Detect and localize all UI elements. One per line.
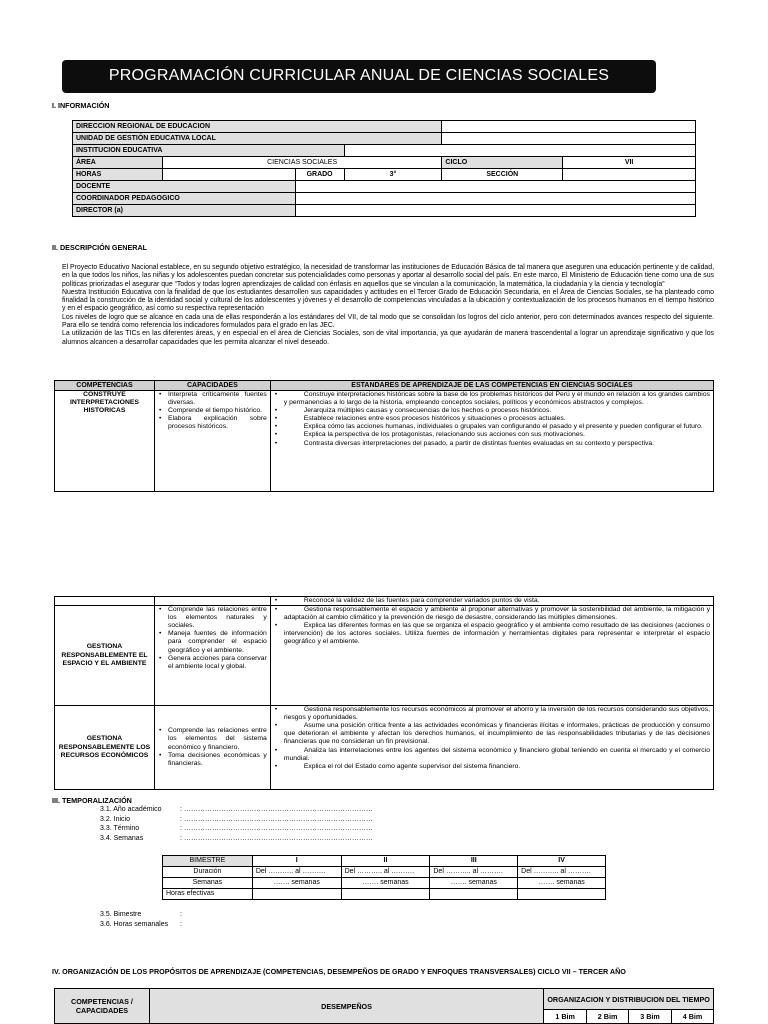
capacity-item: • Comprende las relaciones entre los elementos del sistema económico y financiero. — [158, 727, 267, 751]
capacity-item: • Elabora explicación sobre procesos históricos. — [158, 415, 267, 431]
capacity-item: • Interpreta críticamente fuentes diversas. — [158, 391, 267, 407]
seccion-value — [563, 169, 696, 181]
grado-value: 3° — [344, 169, 442, 181]
bim-header: III — [430, 856, 518, 867]
standards-cell — [270, 597, 713, 606]
director-value — [295, 205, 695, 217]
competency-name: CONSTRUYE INTERPRETACIONES HISTORICAS — [55, 391, 155, 492]
temp-value: : ……………………………………………………………………… — [180, 815, 373, 823]
standard-item: • Construye interpretaciones históricas sobre la base de los problemas históricos del Perú y el mundo en relación a los grandes cambios y permanencias a lo largo de la historia, empleando conceptos sociales, políticos y económicos abstractos y complejos. — [274, 391, 710, 407]
competency-name: GESTIONA RESPONSABLEMENTE LOS RECURSOS ECONÓMICOS — [55, 706, 155, 790]
standard-item: • Explica cómo las acciones humanas, individuales o grupales van configurando el pasado y el presente y pueden configurar el futuro. — [274, 423, 710, 431]
standard-item: • Gestiona responsablemente el espacio y ambiente al proponer alternativas y promover la sostenibilidad del ambiente, la mitigación y adaptación al cambio climático y la prevención de riesgo de desastre, considerando las múltiples dimensiones. — [274, 606, 710, 622]
seccion-label: SECCIÓN — [442, 169, 563, 181]
bim-cell — [430, 889, 518, 900]
area-label: ÁREA — [73, 157, 163, 169]
temp-value: : ……………………………………………………………………… — [180, 834, 373, 842]
competency-name-empty — [55, 597, 155, 606]
director-label: DIRECTOR (a) — [73, 205, 296, 217]
competencias-capacidades-header: COMPETENCIAS / CAPACIDADES — [55, 989, 150, 1024]
standard-item: • Explica la perspectiva de los protagonistas, relacionando sus acciones con sus motivaciones. — [274, 431, 710, 439]
temporalizacion-list — [100, 805, 420, 843]
bimestre-table — [162, 855, 606, 900]
section-temporalizacion-heading: III. TEMPORALIZACIÓN — [52, 796, 132, 805]
info-table — [72, 120, 696, 217]
bim-cell — [518, 889, 606, 900]
capacidades-header: CAPACIDADES — [154, 381, 270, 391]
standard-item: • Contrasta diversas interpretaciones del pasado, a partir de distintas fuentes evaluadas en su contexto y perspectiva. — [274, 440, 710, 448]
capacity-item: • Comprende el tiempo histórico. — [158, 407, 267, 415]
ciclo-label: CICLO — [442, 157, 563, 169]
bim-cell: Del ……….. al ………. — [341, 867, 430, 878]
temp-value: : ……………………………………………………………………… — [180, 825, 373, 833]
temp-label: 3.5. Bimestre — [100, 911, 142, 918]
section-organizacion-heading: IV. ORGANIZACIÓN DE LOS PROPÓSITOS DE APRENDIZAJE (COMPETENCIAS, DESEMPEÑOS DE GRADO Y ENFOQUES TRANSVERSALES) CICLO VII – TERCER AÑO — [52, 967, 626, 976]
capacities-cell-empty — [154, 597, 270, 606]
ie-label: INSTITUCION EDUCATIVA — [73, 145, 345, 157]
coordinador-value — [295, 193, 695, 205]
temporalizacion-extra — [100, 910, 300, 929]
section-description-heading: II. DESCRIPCIÓN GENERAL — [52, 243, 148, 252]
capacity-item: • Toma decisiones económicas y financieras. — [158, 752, 267, 768]
organizacion-table — [54, 988, 714, 1024]
bim-header: 1 Bim — [544, 1010, 587, 1024]
docente-label: DOCENTE — [73, 181, 296, 193]
area-value: CIENCIAS SOCIALES — [162, 157, 442, 169]
coordinador-label: COORDINADOR PEDAGOGICO — [73, 193, 296, 205]
description-paragraph: La utilización de las TICs en las diferentes áreas, y en especial en el área de Ciencias Sociales, son de vital importancia, ya que ayudarán de manera trascendental a lograr un aprendizaje significativo y que los alumnos alcancen a desarrollar capacidades que les permita alcanzar el nivel deseado. — [62, 330, 714, 346]
bim-header: 3 Bim — [629, 1010, 672, 1024]
ciclo-value: VII — [563, 157, 696, 169]
bim-header: 4 Bim — [671, 1010, 713, 1024]
standard-item: • Explica las diferentes formas en las que se organiza el espacio geográfico y el ambiente como resultado de las decisiones (acciones o intervención) de los actores sociales. Utiliza fuentes de información y herramientas digitales para representar e interpretar el espacio geográfico y el ambiente. — [274, 622, 710, 646]
capacity-item: • Maneja fuentes de información para comprender el espacio geográfico y el ambiente. — [158, 630, 267, 654]
capacity-item: • Genera acciones para conservar el ambiente local y global. — [158, 655, 267, 671]
row-label: Semanas — [163, 878, 253, 889]
bim-cell: ……. semanas — [341, 878, 430, 889]
competencies-table-continued — [54, 596, 714, 790]
competencias-header: COMPETENCIAS — [55, 381, 155, 391]
capacities-cell — [154, 606, 270, 706]
bim-cell — [252, 889, 341, 900]
bim-cell: ……. semanas — [430, 878, 518, 889]
bim-cell: Del ……….. al ………. — [518, 867, 606, 878]
row-label: Duración — [163, 867, 253, 878]
tiempo-header: ORGANIZACION Y DISTRIBUCION DEL TIEMPO — [544, 989, 714, 1010]
standards-cell — [270, 606, 713, 706]
bim-header: I — [252, 856, 341, 867]
temp-label: 3.6. Horas semanales — [100, 920, 169, 928]
temp-label: 3.1. Año académico — [100, 806, 162, 813]
estandares-header: ESTANDARES DE APRENDIZAJE DE LAS COMPETENCIAS EN CIENCIAS SOCIALES — [270, 381, 713, 391]
grado-label: GRADO — [295, 169, 344, 181]
bim-cell: Del ……….. al ………. — [430, 867, 518, 878]
description-paragraph: Nuestra Institución Educativa con la finalidad de que los estudiantes desarrollen sus capacidades y actitudes en el Tercer Grado de Educación Secundaria, en el Área de Ciencias Sociales, se ha planteado como finalidad la construcción de la identidad social y cultural de los adolescentes y jóvenes y el desarrollo de competencias vinculadas a la ubicación y contextualización de los procesos humanos en el tiempo histórico y en el espacio geográfico, así como su respectiva representación — [62, 288, 714, 313]
dre-label: DIRECCION REGIONAL DE EDUCACION — [73, 121, 442, 133]
bim-cell: ……. semanas — [518, 878, 606, 889]
standard-item: • Jerarquiza múltiples causas y consecuencias de los hechos o procesos históricos. — [274, 407, 710, 415]
bim-cell — [341, 889, 430, 900]
ugel-label: UNIDAD DE GESTIÓN EDUCATIVA LOCAL — [73, 133, 442, 145]
temp-value: : — [180, 920, 182, 928]
desempenos-header: DESEMPEÑOS — [149, 989, 543, 1024]
capacity-item: • Comprende las relaciones entre los elementos naturales y sociales. — [158, 606, 267, 630]
section-info-heading: I. INFORMACIÓN — [52, 101, 110, 110]
bim-header: IV — [518, 856, 606, 867]
docente-value — [295, 181, 695, 193]
bim-cell: Del ……….. al ………. — [252, 867, 341, 878]
description-paragraph: Los niveles de logro que se alcance en cada una de ellas responderán a los estándares del VII, de tal modo que se consolidan los logros del ciclo anterior, pero con determinados avances respecto del siguiente. Para ello se tendrá como referencia los indicadores formulados para el grado en las JEC. — [62, 313, 714, 330]
dre-value — [442, 121, 696, 133]
standard-item: • Establece relaciones entre esos procesos históricos y situaciones o procesos actuales. — [274, 415, 710, 423]
temp-value: : ……………………………………………………………………… — [180, 806, 373, 813]
description-paragraph: El Proyecto Educativo Nacional establece, en su segundo objetivo estratégico, la necesidad de transformar las instituciones de Educación Básica de tal manera que aseguren una educación pertinente y de calidad, en la que todos los niños, las niñas y los adolescentes puedan concretar sus potencialidades como personas y aportar al desarrollo social del país. En este marco, El Ministerio de Educación tiene como una de sus políticas priorizadas el asegurar que “Todos y todas logren aprendizajes de calidad con énfasis en aquellos que se vinculan a la comunicación, la matemática, la ciudadanía y la ciencia y tecnología” — [62, 264, 714, 288]
bim-header: 2 Bim — [587, 1010, 629, 1024]
competencies-table — [54, 380, 714, 492]
standard-item: • Reconoce la validez de las fuentes para comprender variados puntos de vista. — [274, 597, 710, 605]
standard-item: • Gestiona responsablemente los recursos económicos al promover el ahorro y la inversión de los recursos considerando sus objetivos, riesgos y oportunidades. — [274, 706, 710, 722]
capacities-cell — [154, 706, 270, 790]
horas-label: HORAS — [73, 169, 163, 181]
temp-label: 3.4. Semanas — [100, 834, 144, 842]
standards-cell — [270, 391, 713, 492]
bim-cell: ……. semanas — [252, 878, 341, 889]
standards-cell — [270, 706, 713, 790]
standard-item: • Analiza las interrelaciones entre los agentes del sistema económico y financiero global teniendo en cuenta el mercado y el comercio mundial. — [274, 747, 710, 763]
capacities-cell — [154, 391, 270, 492]
temp-value: : — [180, 911, 182, 918]
bimestre-header: BIMESTRE — [163, 856, 253, 867]
standard-item: • Asume una posición crítica frente a las actividades económicas y financieras ilícitas e informales, prácticas de producción y consumo que deterioran el ambiente y afectan los derechos humanos, el incumplimiento de las responsabilidades tributarias y de las decisiones financieras que no consideran un fin previsional. — [274, 722, 710, 746]
description-block — [62, 264, 714, 347]
standard-item: • Explica el rol del Estado como agente supervisor del sistema financiero. — [274, 763, 710, 771]
competency-name: GESTIONA RESPONSABLEMENTE EL ESPACIO Y EL AMBIENTE — [55, 606, 155, 706]
horas-value — [162, 169, 295, 181]
temp-label: 3.3. Término — [100, 825, 140, 833]
ie-value — [344, 145, 695, 157]
bim-header: II — [341, 856, 430, 867]
row-label: Horas efectivas — [163, 889, 253, 900]
temp-label: 3.2. Inicio — [100, 815, 130, 823]
page-title: PROGRAMACIÓN CURRICULAR ANUAL DE CIENCIAS SOCIALES — [62, 60, 656, 93]
ugel-value — [442, 133, 696, 145]
